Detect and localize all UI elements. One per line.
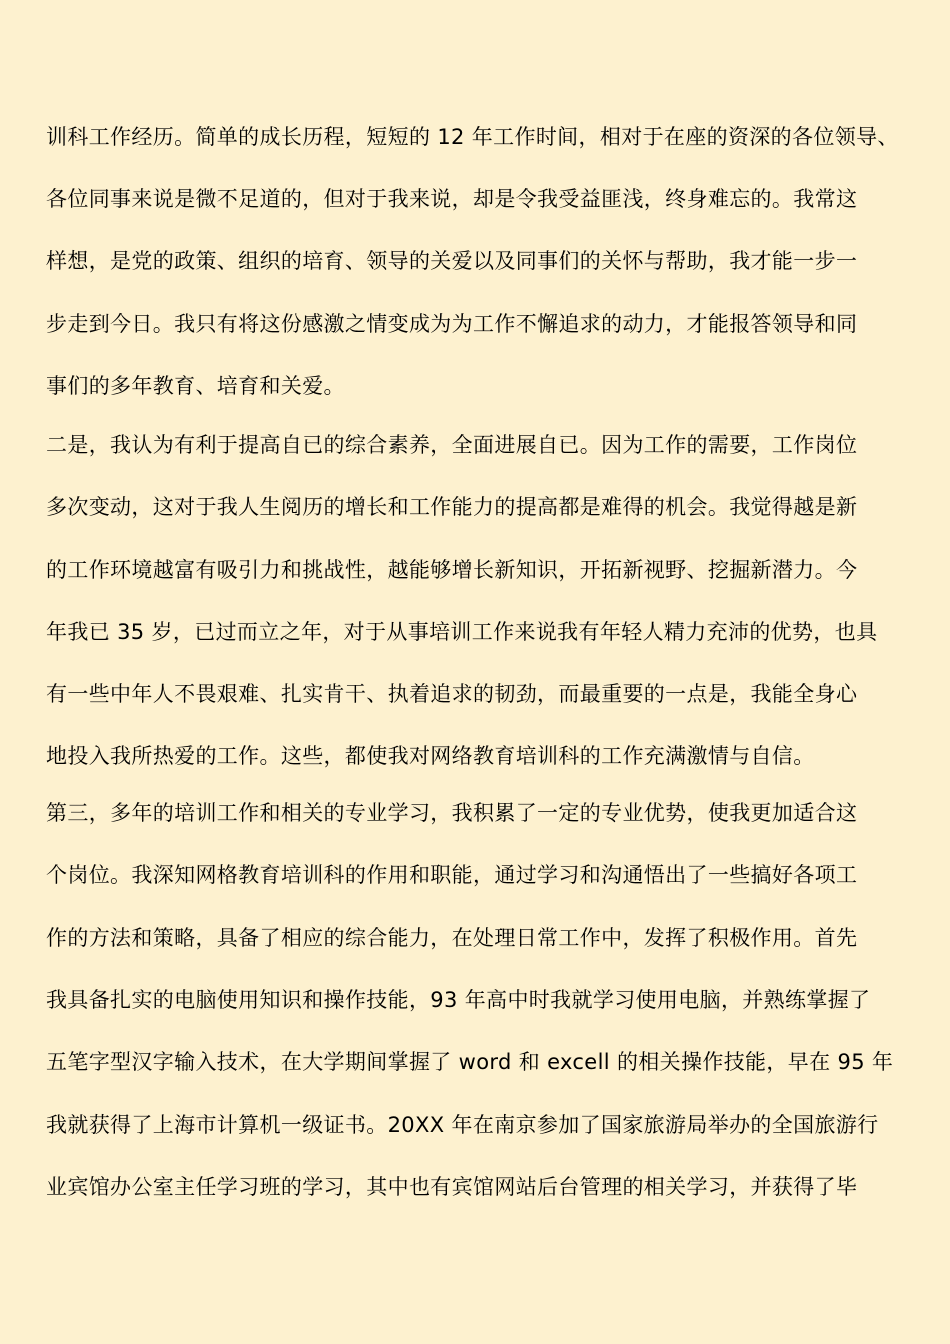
text-line: 样想，是党的政策、组织的培育、领导的关爱以及同事们的关怀与帮助，我才能一步一 <box>46 249 858 273</box>
text-line: 五笔字型汉字输入技术，在大学期间掌握了 word 和 excell 的相关操作技能，早在 95 年 <box>46 1050 894 1074</box>
text-line: 有一些中年人不畏艰难、扎实肯干、执着追求的韧劲，而最重要的一点是，我能全身心 <box>46 682 858 706</box>
text-line: 作的方法和策略，具备了相应的综合能力，在处理日常工作中，发挥了积极作用。首先 <box>46 926 858 950</box>
text-line: 年我已 35 岁，已过而立之年，对于从事培训工作来说我有年轻人精力充沛的优势，也具 <box>46 620 878 644</box>
text-line: 多次变动，这对于我人生阅历的增长和工作能力的提高都是难得的机会。我觉得越是新 <box>46 495 858 519</box>
text-line: 的工作环境越富有吸引力和挑战性，越能够增长新知识，开拓新视野、挖掘新潜力。今 <box>46 558 858 582</box>
text-line: 二是，我认为有利于提高自已的综合素养，全面进展自已。因为工作的需要，工作岗位 <box>46 433 858 457</box>
text-line: 步走到今日。我只有将这份感激之情变成为为工作不懈追求的动力，才能报答领导和同 <box>46 312 858 336</box>
text-line: 第三，多年的培训工作和相关的专业学习，我积累了一定的专业优势，使我更加适合这 <box>46 801 858 825</box>
text-line: 各位同事来说是微不足道的，但对于我来说，却是令我受益匪浅，终身难忘的。我常这 <box>46 187 858 211</box>
text-line: 我就获得了上海市计算机一级证书。20XX 年在南京参加了国家旅游局举办的全国旅游行 <box>46 1113 879 1137</box>
text-line: 个岗位。我深知网格教育培训科的作用和职能，通过学习和沟通悟出了一些搞好各项工 <box>46 863 858 887</box>
text-line: 业宾馆办公室主任学习班的学习，其中也有宾馆网站后台管理的相关学习，并获得了毕 <box>46 1175 858 1199</box>
text-line: 地投入我所热爱的工作。这些，都使我对网络教育培训科的工作充满激情与自信。 <box>46 744 815 768</box>
text-line: 事们的多年教育、培育和关爱。 <box>46 374 345 398</box>
text-line: 我具备扎实的电脑使用知识和操作技能，93 年高中时我就学习使用电脑，并熟练掌握了 <box>46 988 871 1012</box>
text-line: 训科工作经历。简单的成长历程，短短的 12 年工作时间，相对于在座的资深的各位领导、 <box>46 125 899 149</box>
